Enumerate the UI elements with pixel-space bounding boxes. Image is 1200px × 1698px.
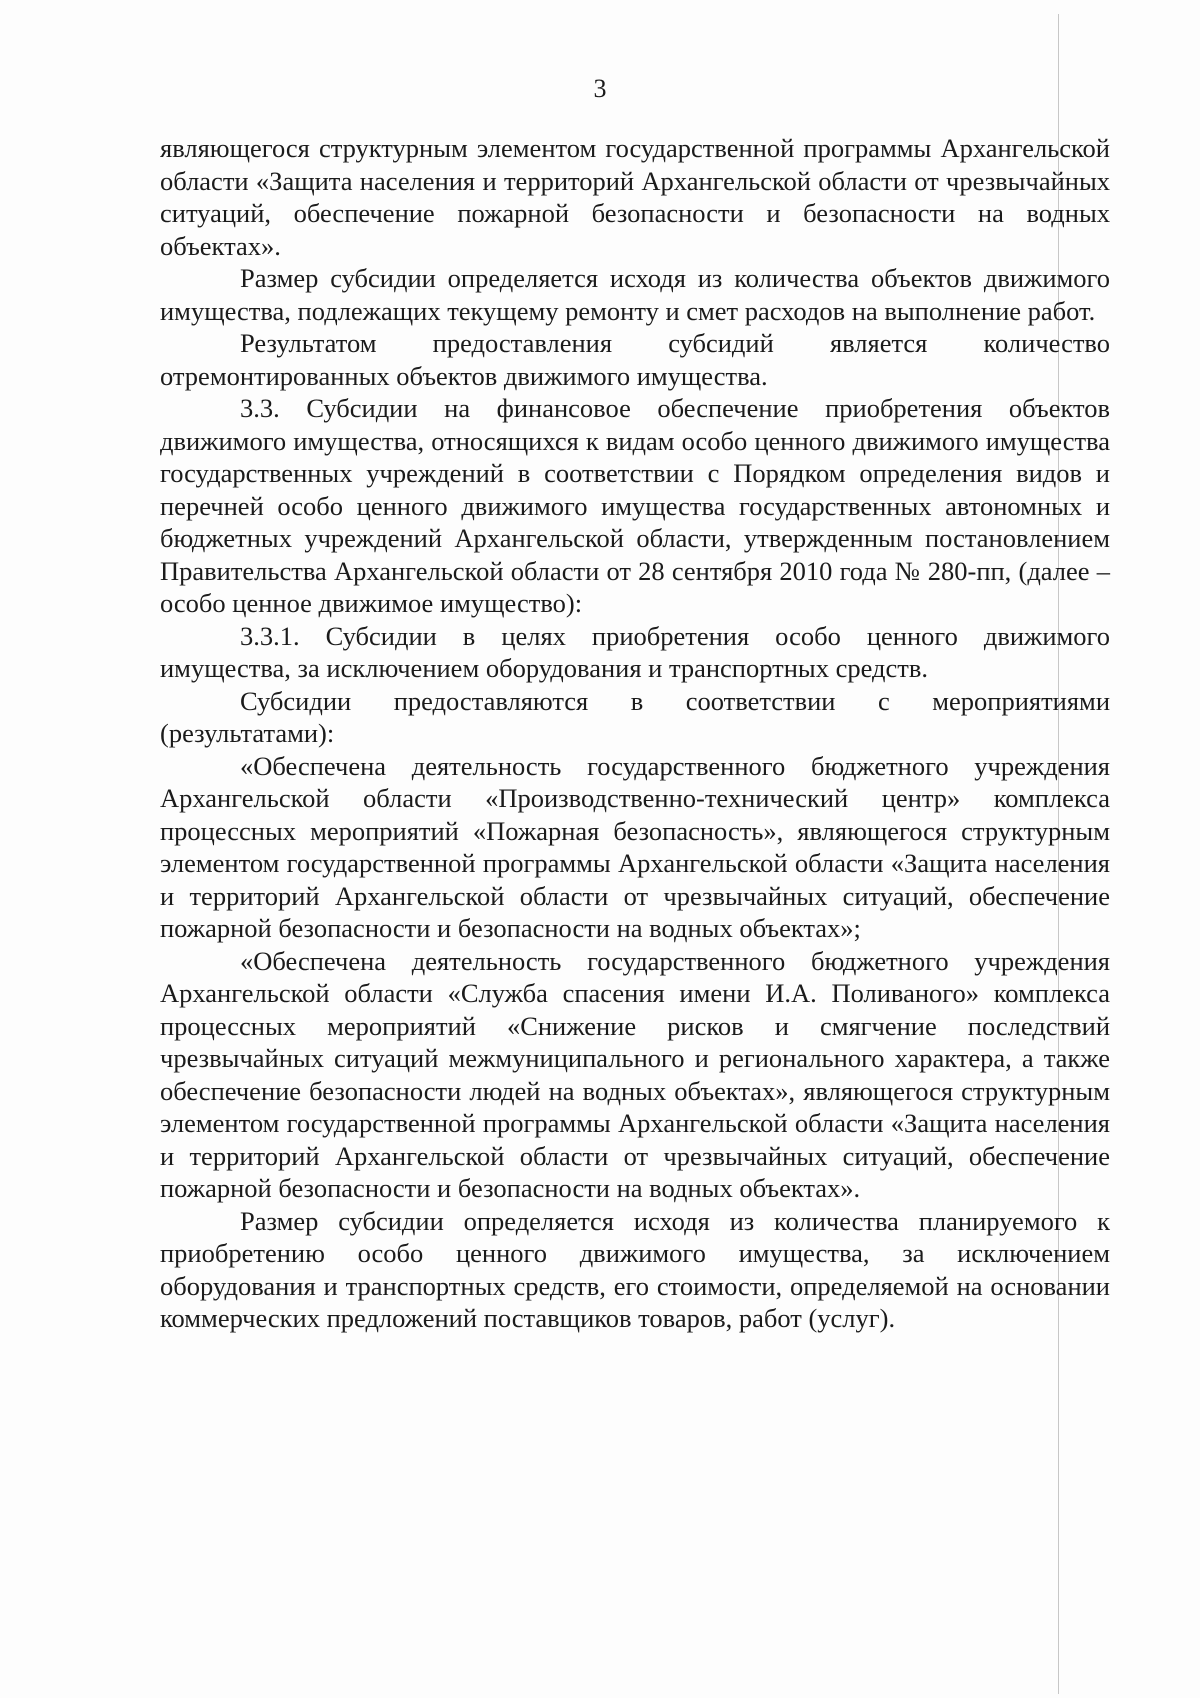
paragraph-9: Размер субсидии определяется исходя из количества планируемого к приобретению особо ценного движимого имущества, за исключением оборудования и транспортных средств, его стоимости, определяемой на основании коммерческих предложений поставщиков товаров, работ (услуг). <box>160 1205 1110 1333</box>
paragraph-1: являющегося структурным элементом государственной программы Архангельской области «Защита населения и территорий Архангельской области от чрезвычайных ситуаций, обеспечение пожарной безопасности и безопасности на водных объектах». <box>160 133 1110 261</box>
paragraph-2: Размер субсидии определяется исходя из количества объектов движимого имущества, подлежащих текущему ремонту и смет расходов на выполнение работ. <box>160 263 1110 326</box>
page-number: 3 <box>593 74 607 103</box>
paragraph-4: 3.3. Субсидии на финансовое обеспечение приобретения объектов движимого имущества, относящихся к видам особо ценного движимого имущества государственных учреждений в соответствии с Порядком определения видов и перечней особо ценного движимого имущества государственных автономных и бюджетных учреждений Архангельской области, утвержденным постановлением Правительства Архангельской области от 28 сентября 2010 года № 280-пп, (далее – особо ценное движимое имущество): <box>160 393 1110 618</box>
paragraph-5: 3.3.1. Субсидии в целях приобретения особо ценного движимого имущества, за исключением оборудования и транспортных средств. <box>160 620 1110 683</box>
document-body <box>160 132 1110 1335</box>
paragraph-8: «Обеспечена деятельность государственного бюджетного учреждения Архангельской области «Служба спасения имени И.А. Поливаного» комплекса процессных мероприятий «Снижение рисков и смягчение последствий чрезвычайных ситуаций межмуниципального и регионального характера, а также обеспечение безопасности людей на водных объектах», являющегося структурным элементом государственной программы Архангельской области «Защита населения и территорий Архангельской области от чрезвычайных ситуаций, обеспечение пожарной безопасности и безопасности на водных объектах». <box>160 945 1110 1203</box>
paragraph-7: «Обеспечена деятельность государственного бюджетного учреждения Архангельской области «Производственно-технический центр» комплекса процессных мероприятий «Пожарная безопасность», являющегося структурным элементом государственной программы Архангельской области «Защита населения и территорий Архангельской области от чрезвычайных ситуаций, обеспечение пожарной безопасности и безопасности на водных объектах»; <box>160 750 1110 943</box>
paragraph-6: Субсидии предоставляются в соответствии с мероприятиями (результатами): <box>160 685 1110 748</box>
paragraph-3: Результатом предоставления субсидий является количество отремонтированных объектов движимого имущества. <box>160 328 1110 391</box>
